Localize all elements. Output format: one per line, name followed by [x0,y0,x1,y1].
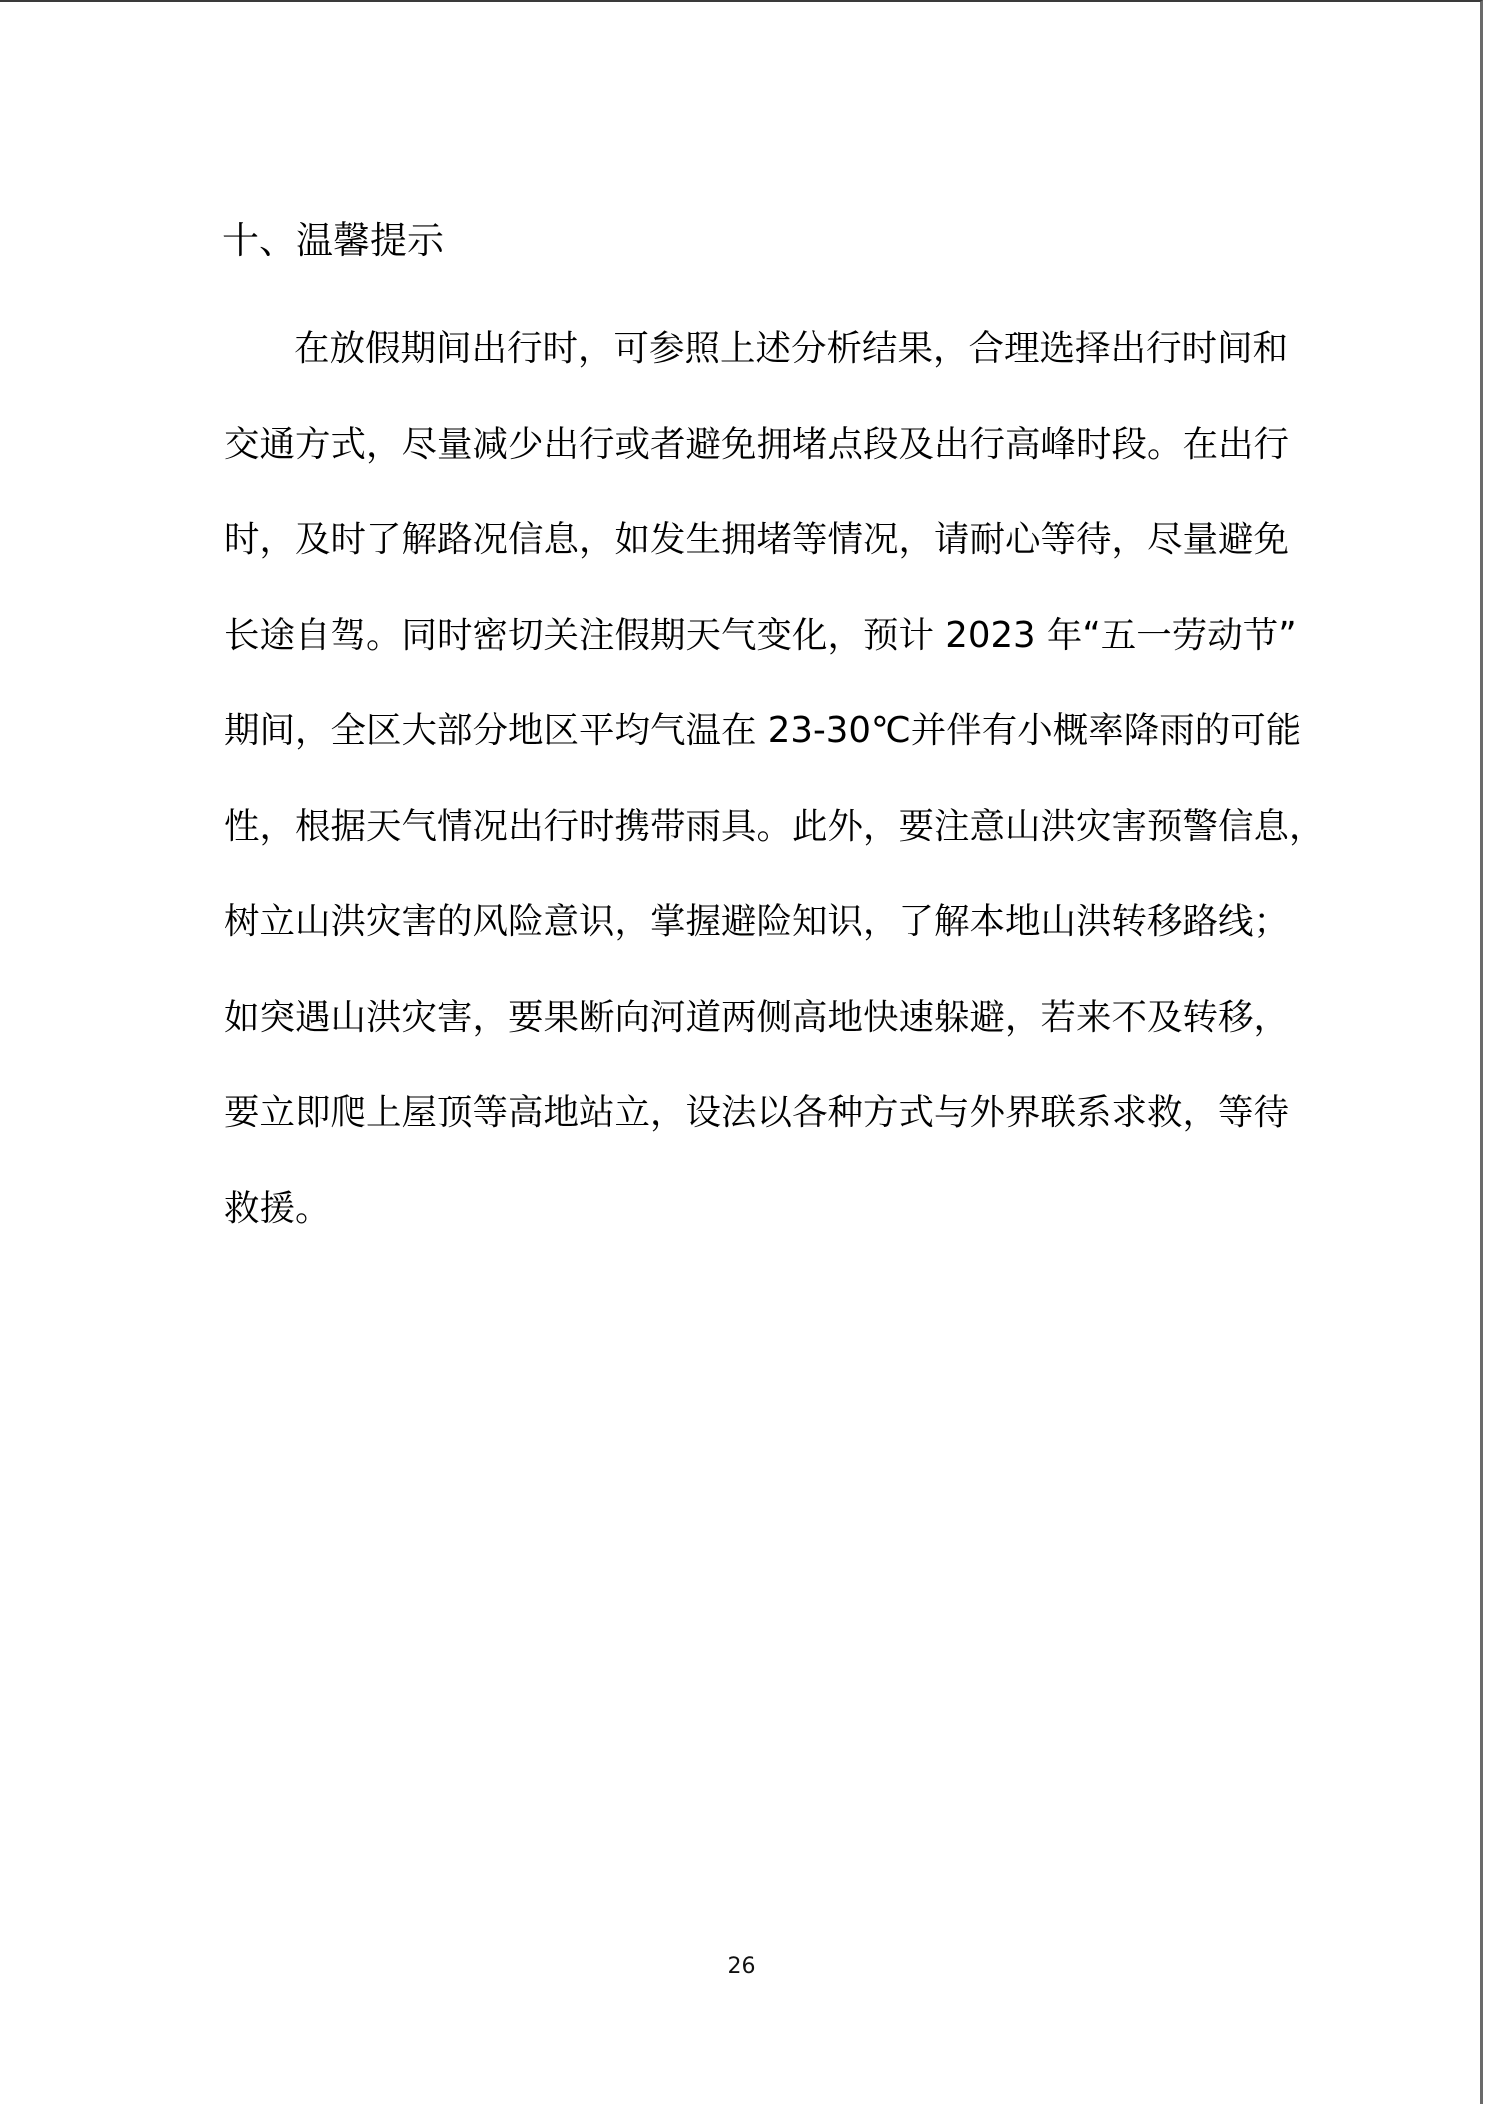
paragraph-line: 时，及时了解路况信息，如发生拥堵等情况，请耐心等待，尽量避免 [224,519,1290,560]
paragraph-line: 救援。 [224,1187,331,1229]
paragraph-line: 如突遇山洪灾害，要果断向河道两侧高地快速躲避，若来不及转移， [224,996,1290,1038]
warm-tips-paragraph [224,324,1325,1279]
section-heading: 十、温馨提示 [222,219,444,262]
paragraph-line: 要立即爬上屋顶等高地站立，设法以各种方式与外界联系求救，等待 [224,1092,1290,1133]
paragraph-line: 在放假期间出行时，可参照上述分析结果，合理选择出行时间和 [294,328,1289,369]
paragraph-line: 树立山洪灾害的风险意识，掌握避险知识，了解本地山洪转移路线； [224,901,1290,942]
paragraph-line: 交通方式，尽量减少出行或者避免拥堵点段及出行高峰时段。在出行 [224,423,1290,465]
paragraph-line: 性，根据天气情况出行时携带雨具。此外，要注意山洪灾害预警信息， [224,805,1325,847]
page-number: 26 [727,1954,756,1979]
paragraph-line: 期间，全区大部分地区平均气温在 23-30℃并伴有小概率降雨的可能 [224,710,1302,751]
paragraph-line: 长途自驾。同时密切关注假期天气变化，预计 2023 年“五一劳动节” [224,614,1297,656]
